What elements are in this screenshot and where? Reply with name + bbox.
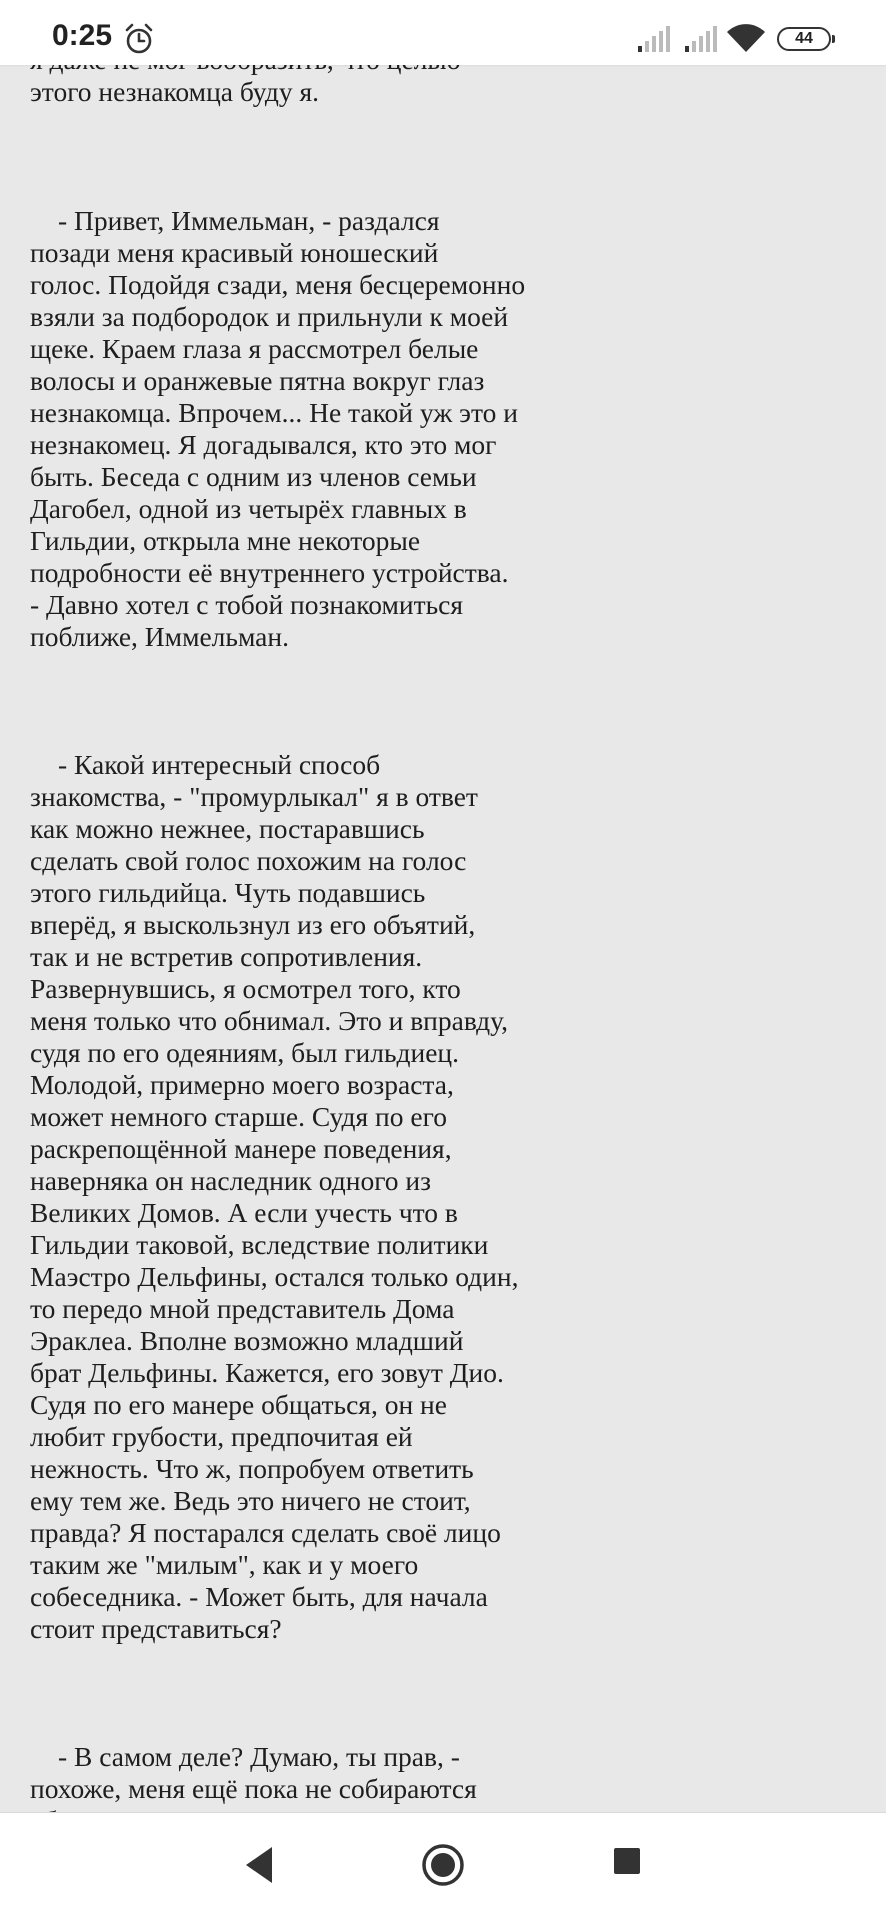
text-line: меня только что обнимал. Это и вправду, [30,1005,509,1036]
text-line: Судя по его манере общаться, он не [30,1389,447,1420]
signal-icon [683,26,719,54]
text-line: Маэстро Дельфины, остался только один, [30,1261,519,1292]
text-line: любит грубости, предпочитая ей [30,1421,413,1452]
text-line: подробности её внутреннего устройства. [30,557,509,588]
text-line: наверняка он наследник одного из [30,1165,432,1196]
text-line: как можно нежнее, постаравшись [30,813,425,844]
clock: 0:25 [52,19,113,52]
signal-icon [636,26,672,54]
navigation-bar [0,1812,886,1920]
text-line: голос. Подойдя сзади, меня бесцеремонно [30,269,526,300]
text-line: щеке. Краем глаза я рассмотрел белые [30,333,479,364]
text-line: позади меня красивый юношеский [30,237,439,268]
text-line: судя по его одеяниям, был гильдиец. [30,1037,460,1068]
battery-indicator [777,27,831,51]
text-line: этого незнакомца буду я. [30,76,319,107]
text-line: этого гильдийца. Чуть подавшись [30,877,426,908]
text-line: знакомства, - "промурлыкал" я в ответ [30,781,478,812]
text-line: Эраклеа. Вполне возможно младший [30,1325,464,1356]
text-line: может немного старше. Судя по его [30,1101,447,1132]
text-line: поближе, Иммельман. [30,621,289,652]
wifi-icon [726,24,766,54]
battery-level: 44 [795,30,813,47]
home-icon[interactable] [421,1843,465,1887]
text-line: нежность. Что ж, попробуем ответить [30,1453,474,1484]
text-line: брат Дельфины. Кажется, его зовут Дио. [30,1357,504,1388]
text-line: Развернувшись, я осмотрел того, кто [30,973,461,1004]
text-line: Гильдии, открыла мне некоторые [30,525,421,556]
text-line: быть. Беседа с одним из членов семьи [30,461,477,492]
text-line: собеседника. - Может быть, для начала [30,1581,488,1612]
text-line: сделать свой голос похожим на голос [30,845,467,876]
text-line: незнакомец. Я догадывался, кто это мог [30,429,497,460]
text-line: взяли за подбородок и прильнули к моей [30,301,509,332]
text-line: Дагобел, одной из четырёх главных в [30,493,467,524]
text-line: незнакомца. Впрочем... Не такой уж это и [30,397,518,428]
paragraph-start-line: - Какой интересный способ [58,749,381,780]
back-icon[interactable] [240,1843,280,1887]
status-bar [0,0,886,65]
text-line: волосы и оранжевые пятна вокруг глаз [30,365,485,396]
text-line: так и не встретив сопротивления. [30,941,423,972]
text-line: стоит представиться? [30,1613,282,1644]
paragraph-start-line: - Привет, Иммельман, - раздался [58,205,440,236]
text-line: Молодой, примерно моего возраста, [30,1069,454,1100]
text-line: Гильдии таковой, вследствие политики [30,1229,489,1260]
text-line: похоже, меня ещё пока не собираются [30,1773,477,1804]
text-line: таким же "милым", как и у моего [30,1549,419,1580]
text-line: вперёд, я выскользнул из его объятий, [30,909,476,940]
recent-apps-icon[interactable] [612,1846,642,1876]
text-line: правда? Я постарался сделать своё лицо [30,1517,501,1548]
paragraph-start-line: - В самом деле? Думаю, ты прав, - [58,1741,460,1772]
text-line: ему тем же. Ведь это ничего не стоит, [30,1485,471,1516]
text-line: раскрепощённой манере поведения, [30,1133,452,1164]
text-line: - Давно хотел с тобой познакомиться [30,589,464,620]
text-line: Великих Домов. А если учесть что в [30,1197,458,1228]
text-line: то передо мной представитель Дома [30,1293,455,1324]
alarm-icon [122,22,156,56]
